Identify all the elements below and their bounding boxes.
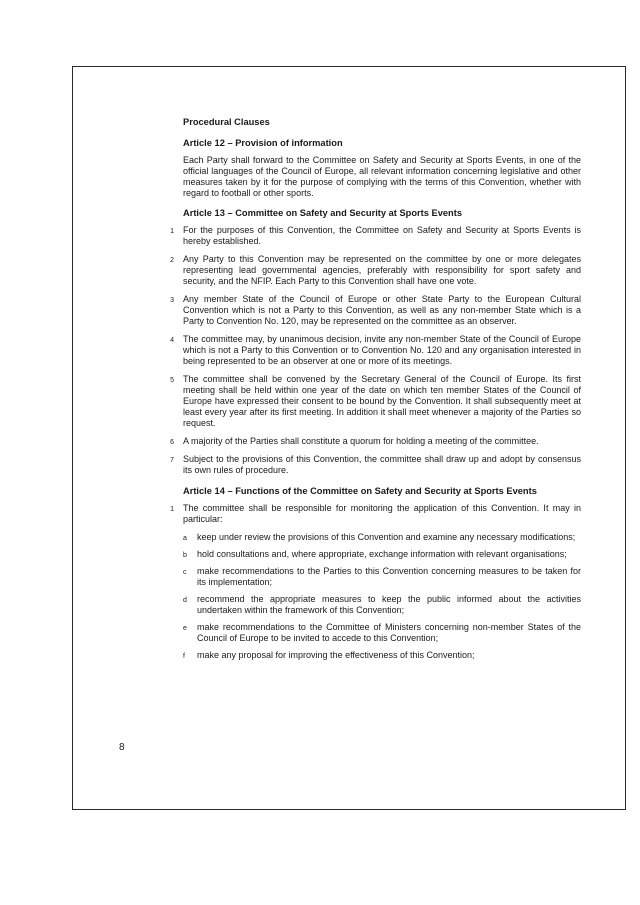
paragraph-text: The committee shall be responsible for monitoring the application of this Convention. It may in particular: <box>183 503 581 524</box>
item-text: make any proposal for improving the effectiveness of this Convention; <box>197 650 475 660</box>
list-item <box>183 650 581 661</box>
article-14-paragraph <box>170 503 581 525</box>
item-letter: d <box>183 597 187 604</box>
item-letter: a <box>183 535 187 542</box>
item-text: make recommendations to the Parties to this Convention concerning measures to be taken for its implementation; <box>197 566 581 587</box>
article-13-paragraph <box>170 254 581 287</box>
paragraph-text: The committee may, by unanimous decision, invite any non-member State of the Council of Europe which is not a Party to this Convention or to Convention No. 120 and any organisation interested in being represented to be an observer at one or more of its meetings. <box>183 334 581 366</box>
article-14-title: Article 14 – Functions of the Committee on Safety and Security at Sports Events <box>183 486 537 496</box>
paragraph-number: 1 <box>170 506 174 513</box>
paragraph-number: 4 <box>170 337 174 344</box>
list-item <box>183 622 581 644</box>
list-item <box>183 549 581 560</box>
article-12-text: Each Party shall forward to the Committee on Safety and Security at Sports Events, in one of the official languages of the Council of Europe, all relevant information concerning legislative and other measures taken by it for the purpose of complying with the terms of this Convention, whether with regard to football or other sports. <box>183 155 581 198</box>
paragraph-text: Any Party to this Convention may be represented on the committee by one or more delegates representing lead governmental agencies, preferably with responsibility for sport safety and security, and the NFIP. Each Party to this Convention shall have one vote. <box>183 254 581 286</box>
article-13-paragraph <box>170 454 581 476</box>
paragraph-number: 3 <box>170 297 174 304</box>
article-13-paragraph <box>170 225 581 247</box>
item-text: make recommendations to the Committee of Ministers concerning non-member States of the Council of Europe to be invited to accede to this Convention; <box>197 622 581 643</box>
article-13-paragraph <box>170 374 581 429</box>
paragraph-text: The committee shall be convened by the Secretary General of the Council of Europe. Its first meeting shall be held within one year of the date on which ten member States of the Council of Europe have expressed their consent to be bound by the Convention. It shall subsequently meet at least every year after its first meeting. In addition it shall meet whenever a majority of the Parties so request. <box>183 374 581 428</box>
list-item <box>183 532 581 543</box>
item-letter: e <box>183 625 187 632</box>
paragraph-text: A majority of the Parties shall constitute a quorum for holding a meeting of the committee. <box>183 436 539 446</box>
paragraph-number: 7 <box>170 457 174 464</box>
item-text: keep under review the provisions of this Convention and examine any necessary modifications; <box>197 532 576 542</box>
paragraph-text: Any member State of the Council of Europe or other State Party to the European Cultural Convention which is not a Party to this Convention, as well as any non-member State which is a Party to Convention No. 120, may be represented on the committee as an observer. <box>183 294 581 326</box>
section-heading: Procedural Clauses <box>183 117 270 127</box>
paragraph-text: Subject to the provisions of this Convention, the committee shall draw up and adopt by consensus its own rules of procedure. <box>183 454 581 475</box>
item-text: hold consultations and, where appropriate, exchange information with relevant organisations; <box>197 549 567 559</box>
paragraph-number: 5 <box>170 377 174 384</box>
article-13-title: Article 13 – Committee on Safety and Security at Sports Events <box>183 208 462 218</box>
list-item <box>183 594 581 616</box>
paragraph-number: 6 <box>170 439 174 446</box>
paragraph-number: 2 <box>170 257 174 264</box>
article-13-paragraph <box>170 334 581 367</box>
list-item <box>183 566 581 588</box>
article-13-paragraph <box>170 436 581 447</box>
paragraph-number: 1 <box>170 228 174 235</box>
paragraph-text: For the purposes of this Convention, the Committee on Safety and Security at Sports Events is hereby established. <box>183 225 581 246</box>
article-12-title: Article 12 – Provision of information <box>183 138 343 148</box>
item-letter: f <box>183 653 185 660</box>
document-body <box>170 117 581 667</box>
page-number: 8 <box>119 742 125 753</box>
item-letter: b <box>183 552 187 559</box>
item-letter: c <box>183 569 187 576</box>
article-13-paragraph <box>170 294 581 327</box>
item-text: recommend the appropriate measures to keep the public informed about the activities undertaken within the framework of this Convention; <box>197 594 581 615</box>
